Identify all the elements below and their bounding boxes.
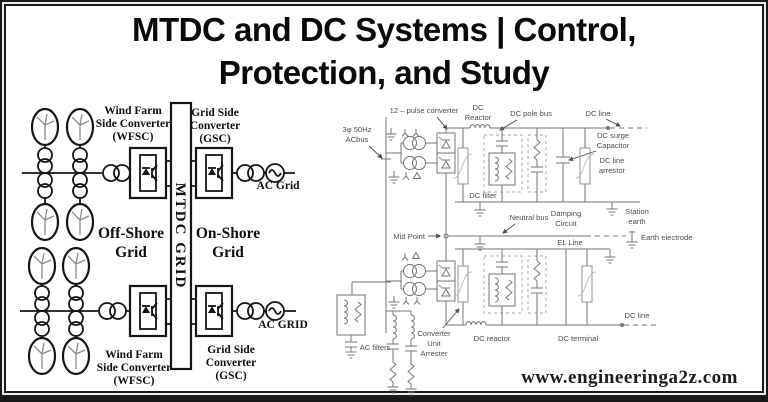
ground-icon	[389, 177, 400, 183]
mid-point-line	[393, 232, 692, 250]
wye-winding-icon	[414, 297, 420, 305]
wind-turbine-icon	[29, 248, 55, 284]
el-line-label: EL Line	[557, 238, 583, 247]
wind-turbine-icon	[32, 204, 58, 240]
dc-line-arrestor-label: arrestor	[598, 166, 626, 175]
ac-grid-top-label: AC Grid	[256, 180, 300, 192]
thyristor-icon	[439, 265, 450, 276]
ac-filters	[337, 282, 417, 395]
mtdc-grid-label: MTDC GRID	[172, 182, 188, 290]
title-line-1: MTDC and DC Systems | Control,	[132, 11, 636, 48]
dc-line-arrester-icon	[576, 148, 594, 184]
filter-inductor-icon	[495, 278, 498, 302]
wind-turbine-icon	[29, 338, 55, 374]
left-mtdc-diagram	[20, 103, 308, 387]
station-earth-label: earth	[628, 217, 646, 226]
filter-resistor-icon	[534, 261, 540, 281]
ac-filters-label: AC filters	[359, 343, 391, 352]
wind-turbine-icon	[67, 204, 93, 240]
tuned-filter-box	[489, 274, 515, 306]
delta-winding-icon	[414, 173, 421, 179]
wind-turbine-icon	[67, 109, 93, 145]
dc-line-arrestor-label: DC line	[599, 156, 625, 165]
filter-resistor-icon	[506, 159, 512, 179]
damping-circuit-label: Damping	[550, 209, 582, 218]
gsc-bottom-label: (GSC)	[215, 370, 247, 382]
dc-filter-bank-bottom	[484, 249, 546, 325]
station-earth-ground-icon	[607, 209, 618, 215]
gsc-bottom-label: Converter	[205, 357, 257, 369]
gsc-bottom-label: Grid Side	[207, 344, 255, 356]
transformer-icon	[69, 286, 83, 311]
dc-filter-bank-top	[469, 128, 546, 202]
filter-resistor-icon	[408, 364, 414, 384]
dc-pole-bus-label: DC pole bus	[510, 109, 552, 118]
gsc-top-label: (GSC)	[199, 133, 231, 145]
converter-unit-arrester-label: Unit	[427, 339, 441, 348]
wfsc-bottom-label: (WFSC)	[113, 375, 155, 387]
filter-resistor-icon	[506, 280, 512, 300]
ground-icon	[605, 257, 616, 263]
ac-source-icon	[266, 302, 284, 320]
title-line-2: Protection, and Study	[218, 54, 550, 91]
filter-inductor-icon	[495, 157, 498, 181]
wind-turbine-icon	[32, 109, 58, 145]
converter-arrester-icon	[454, 148, 472, 184]
ac-bus	[343, 117, 392, 333]
thyristor-icon	[439, 137, 450, 148]
wye-winding-icon	[402, 253, 408, 261]
thyristor-icon	[439, 157, 450, 168]
wfsc-bottom-label: Wind Farm	[105, 349, 163, 361]
dc-surge-capacitor-label: DC surge	[596, 131, 630, 140]
dc-pole-bus	[446, 103, 647, 130]
wind-turbine-icon	[63, 338, 89, 374]
earth-electrode-label: Earth electrode	[641, 233, 693, 242]
transformer-icon	[69, 311, 83, 336]
dc-reactor-bottom-label: DC reactor	[473, 334, 511, 343]
damping-and-line-protection	[551, 128, 630, 228]
converter-unit-arrester-icon	[454, 266, 472, 302]
wfsc-top-label: (WFSC)	[112, 131, 154, 143]
wye-winding-icon	[403, 172, 409, 180]
earth-electrode-icon	[627, 242, 638, 248]
filter-resistor-icon	[390, 362, 396, 382]
station-earth-label: Station	[625, 207, 649, 216]
gsc-top-label: Grid Side	[191, 107, 239, 119]
converter-transformer-icon	[404, 283, 426, 296]
wfsc-converter-top	[96, 105, 171, 198]
dc-terminal-label: DC terminal	[557, 334, 599, 343]
transformer-icon	[38, 173, 52, 198]
delta-winding-icon	[413, 253, 420, 259]
thyristor-icon	[439, 285, 450, 296]
gsc-top-label: Converter	[189, 120, 241, 132]
transformer-icon	[237, 303, 264, 319]
filter-resistor-icon	[355, 302, 361, 322]
dc-line-top-label: DC line	[585, 109, 611, 118]
twelve-pulse-converter-bottom	[386, 236, 472, 358]
wfsc-top-label: Wind Farm	[104, 105, 162, 117]
transformer-icon	[73, 173, 87, 198]
gsc-converter-top	[190, 107, 300, 198]
transformer-icon	[73, 148, 87, 173]
dc-line-bottom-label: DC line	[624, 311, 650, 320]
offshore-grid-label: Grid	[115, 244, 147, 261]
dc-terminal-bus	[446, 249, 656, 343]
wye-winding-icon	[402, 129, 408, 137]
mid-point-label: Mid Point	[393, 232, 425, 241]
damping-circuit-label: Circuit	[555, 219, 577, 228]
right-hvdc-station-diagram	[337, 103, 693, 395]
converter-transformer-icon	[404, 157, 426, 170]
dc-reactor-coil-icon	[470, 125, 490, 128]
onshore-grid-label: On-Shore	[195, 225, 261, 242]
mtdc-grid-bar	[171, 103, 191, 369]
watermark: www.engineeringa2z.com	[521, 367, 738, 388]
transformer-icon	[99, 303, 126, 319]
wind-turbine-icon	[63, 248, 89, 284]
transformer-icon	[35, 286, 49, 311]
wfsc-top-label: Side Converter	[95, 118, 171, 130]
converter-unit-arrester-label: Converter	[417, 329, 451, 338]
filter-inductor-icon	[411, 315, 414, 339]
ground-icon	[386, 134, 397, 140]
twelve-pulse-converter-top	[386, 106, 473, 236]
dc-reactor-top-label: DC	[472, 103, 484, 112]
gsc-converter-bottom	[191, 286, 308, 382]
dc-surge-capacitor-label: Capacitor	[596, 141, 630, 150]
converter-transformer-icon	[404, 265, 426, 278]
filter-inductor-icon	[344, 300, 347, 324]
dc-filter-label: DC filter	[469, 191, 497, 200]
ac-bus-label: ACbus	[345, 135, 369, 144]
transformer-icon	[237, 165, 264, 181]
ground-icon	[389, 302, 400, 308]
converter-transformer-icon	[404, 137, 426, 150]
converter-unit-arrester-label: Arrester	[420, 349, 448, 358]
converter-box-icon	[130, 148, 166, 198]
converter-box-icon	[130, 286, 166, 336]
el-arrester-icon	[578, 266, 596, 302]
filter-resistor-icon	[534, 140, 540, 160]
pulse-converter-label: 12 – pulse converter	[389, 106, 459, 115]
tuned-filter-box	[489, 153, 515, 185]
ac-grid-bottom-label: AC GRID	[258, 319, 308, 331]
wye-winding-icon	[403, 297, 409, 305]
transformer-icon	[38, 148, 52, 173]
wfsc-converter-bottom	[97, 286, 171, 387]
ground-icon	[346, 352, 357, 358]
wfsc-bottom-label: Side Converter	[96, 362, 172, 374]
transformer-icon	[103, 165, 130, 181]
converter-box-icon	[196, 148, 232, 198]
ground-icon	[406, 389, 417, 395]
transformer-icon	[35, 311, 49, 336]
dc-reactor-coil-icon	[466, 322, 486, 325]
wye-winding-icon	[413, 129, 419, 137]
dc-reactor-top-label: Reactor	[464, 113, 492, 122]
ac-bus-label: 3φ 50Hz	[342, 125, 372, 134]
filter-inductor-icon	[393, 315, 396, 339]
converter-box-icon	[196, 286, 232, 336]
offshore-grid-label: Off-Shore	[97, 225, 165, 242]
ground-icon	[475, 210, 486, 216]
ground-icon	[388, 387, 399, 393]
neutral-bus-label: Neutral bus	[509, 213, 549, 222]
onshore-grid-label: Grid	[212, 244, 244, 261]
